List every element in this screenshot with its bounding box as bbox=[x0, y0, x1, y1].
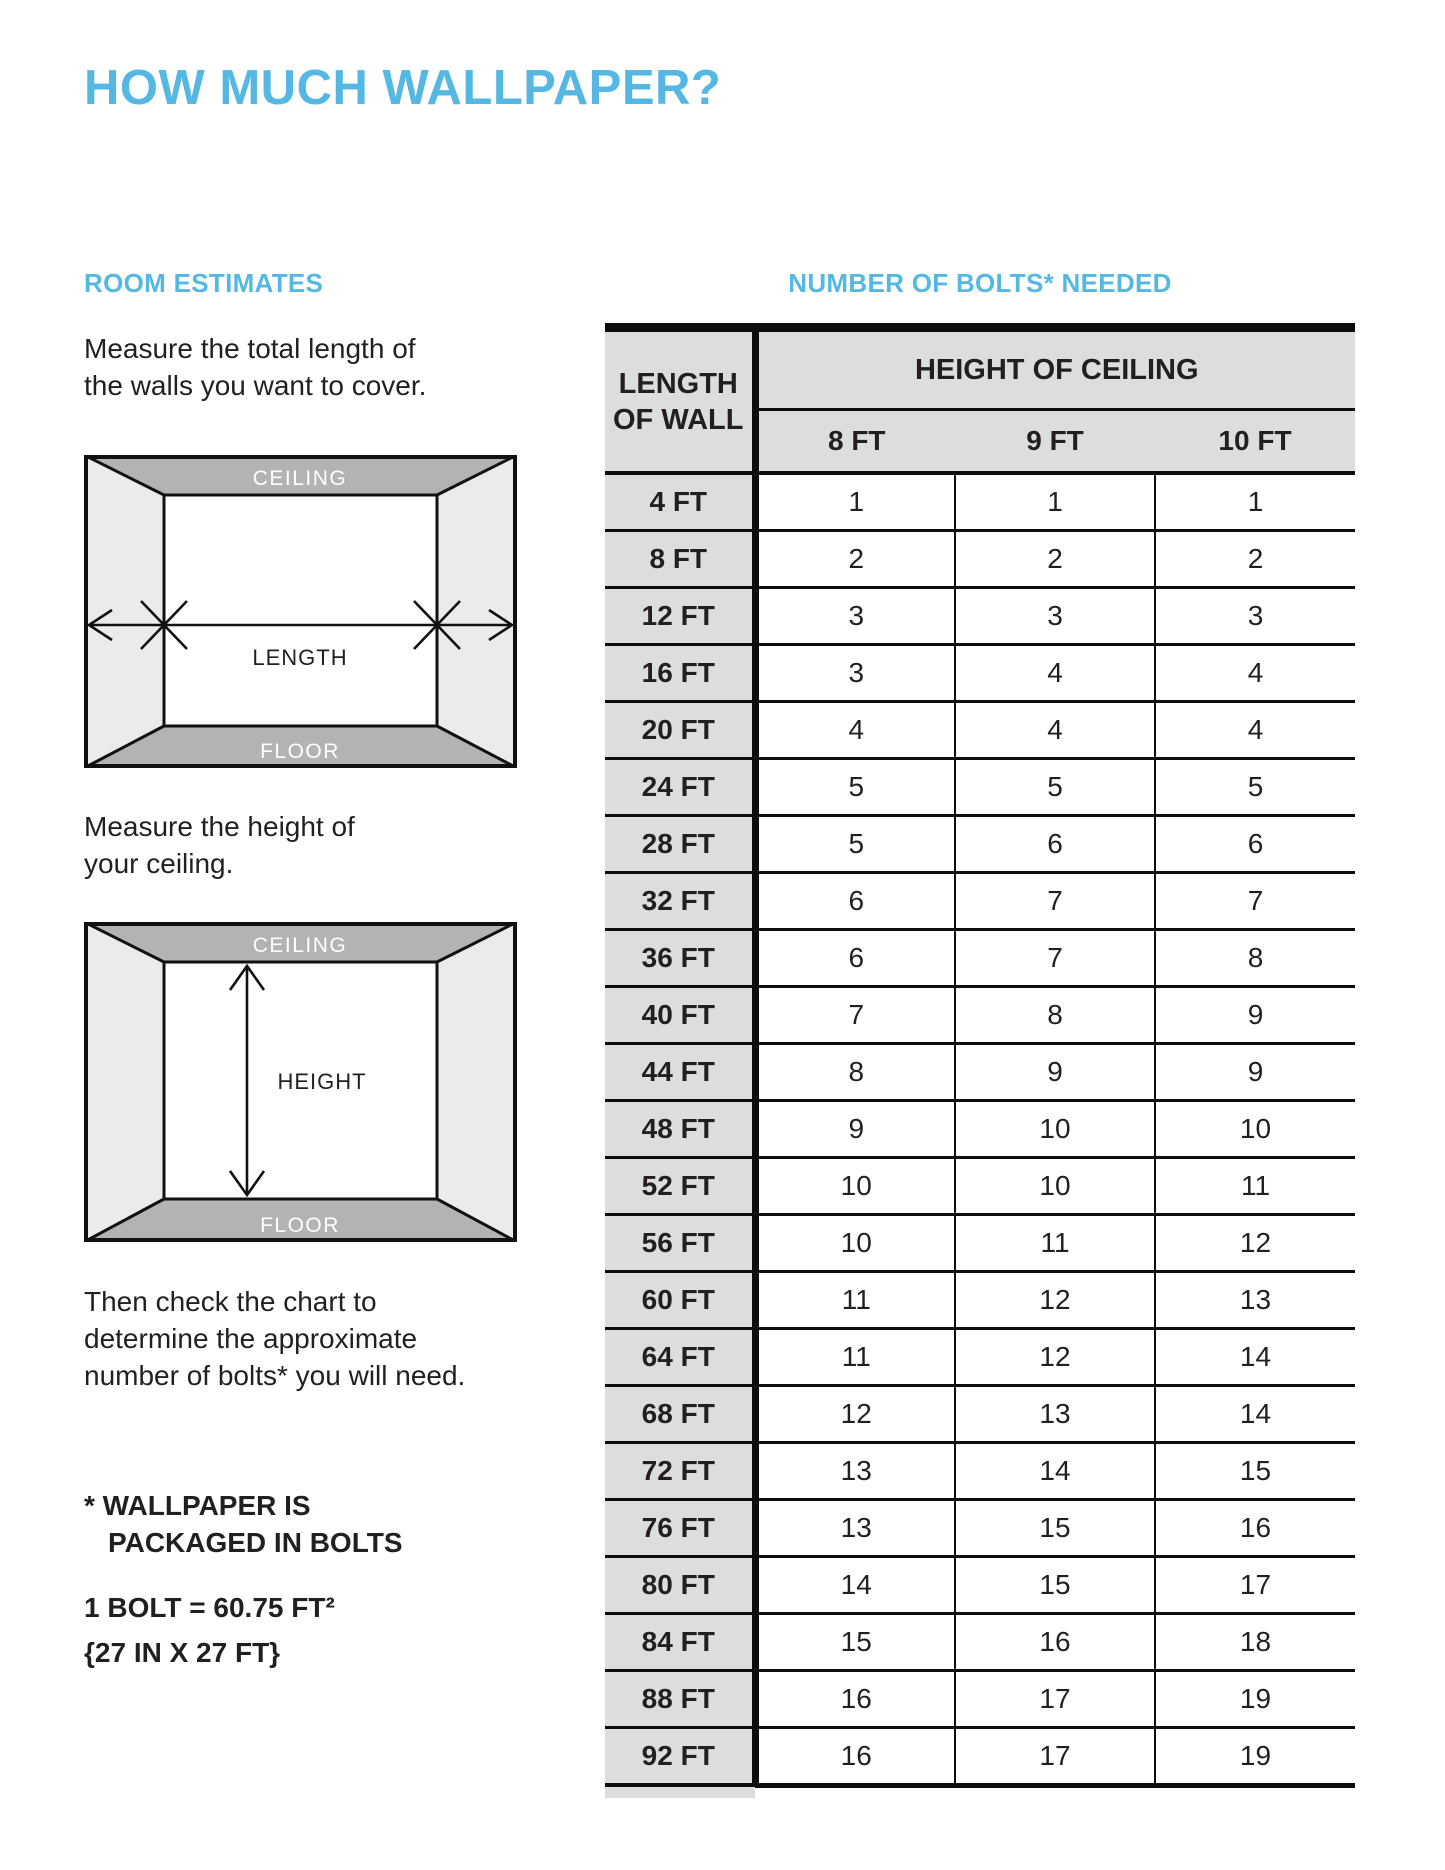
bolts-value-cell: 15 bbox=[955, 1557, 1155, 1614]
bolts-needed-table bbox=[605, 323, 1355, 1788]
bolts-value-cell: 17 bbox=[955, 1671, 1155, 1728]
bolts-value-cell: 10 bbox=[755, 1215, 955, 1272]
text-line: your ceiling. bbox=[84, 848, 234, 879]
text-line: Measure the total length of bbox=[84, 333, 416, 364]
bolts-value-cell: 9 bbox=[755, 1101, 955, 1158]
right-wall-surface bbox=[437, 922, 517, 1242]
bolts-value-cell: 1 bbox=[1155, 473, 1355, 531]
bolts-needed-heading: NUMBER OF BOLTS* NEEDED bbox=[788, 268, 1172, 298]
bolts-value-cell: 9 bbox=[1155, 987, 1355, 1044]
text-line: 1 BOLT = 60.75 FT² bbox=[84, 1592, 335, 1623]
height-label: HEIGHT bbox=[277, 1069, 367, 1094]
bolts-value-cell: 3 bbox=[755, 645, 955, 702]
column-header: 8 FT bbox=[755, 410, 955, 474]
bolts-value-cell: 18 bbox=[1155, 1614, 1355, 1671]
column-header: 9 FT bbox=[955, 410, 1155, 474]
bolts-value-cell: 4 bbox=[955, 645, 1155, 702]
table-row bbox=[605, 987, 1355, 1044]
wall-length-cell: 24 FT bbox=[605, 759, 755, 816]
table-header-row bbox=[605, 328, 1355, 410]
bolts-value-cell: 9 bbox=[1155, 1044, 1355, 1101]
wall-length-cell: 8 FT bbox=[605, 531, 755, 588]
bolt-size-info bbox=[84, 1585, 335, 1675]
room-estimates-heading: ROOM ESTIMATES bbox=[84, 268, 324, 298]
text-line: determine the approximate bbox=[84, 1323, 418, 1354]
table-row bbox=[605, 930, 1355, 987]
wall-length-cell: 20 FT bbox=[605, 702, 755, 759]
bolts-value-cell: 13 bbox=[955, 1386, 1155, 1443]
instruction-measure-height bbox=[84, 808, 355, 882]
floor-label: FLOOR bbox=[260, 1214, 340, 1237]
wall-length-cell: 16 FT bbox=[605, 645, 755, 702]
left-wall-surface bbox=[84, 922, 164, 1242]
length-of-wall-header: LENGTH OF WALL bbox=[605, 328, 755, 474]
text-line: Measure the height of bbox=[84, 811, 355, 842]
wall-length-cell: 88 FT bbox=[605, 1671, 755, 1728]
wall-length-cell: 12 FT bbox=[605, 588, 755, 645]
wall-length-cell: 84 FT bbox=[605, 1614, 755, 1671]
floor-label: FLOOR bbox=[260, 740, 340, 763]
table-row bbox=[605, 1101, 1355, 1158]
bolts-value-cell: 7 bbox=[955, 930, 1155, 987]
bolts-value-cell: 11 bbox=[755, 1272, 955, 1329]
bolts-value-cell: 16 bbox=[755, 1671, 955, 1728]
wall-length-cell: 48 FT bbox=[605, 1101, 755, 1158]
column-header: 10 FT bbox=[1155, 410, 1355, 474]
bolts-value-cell: 2 bbox=[1155, 531, 1355, 588]
bolts-value-cell: 12 bbox=[1155, 1215, 1355, 1272]
table-row bbox=[605, 816, 1355, 873]
room-height-diagram bbox=[84, 922, 517, 1247]
wall-length-cell: 72 FT bbox=[605, 1443, 755, 1500]
wall-length-cell: 32 FT bbox=[605, 873, 755, 930]
back-wall bbox=[164, 495, 437, 726]
bolts-value-cell: 5 bbox=[955, 759, 1155, 816]
bolts-value-cell: 16 bbox=[955, 1614, 1155, 1671]
bolts-value-cell: 11 bbox=[955, 1215, 1155, 1272]
bolts-value-cell: 14 bbox=[755, 1557, 955, 1614]
bolts-value-cell: 7 bbox=[755, 987, 955, 1044]
table-row bbox=[605, 645, 1355, 702]
bolts-value-cell: 14 bbox=[1155, 1386, 1355, 1443]
bolts-value-cell: 11 bbox=[1155, 1158, 1355, 1215]
bolts-value-cell: 5 bbox=[755, 816, 955, 873]
table-row bbox=[605, 873, 1355, 930]
bolts-value-cell: 2 bbox=[755, 531, 955, 588]
table-row bbox=[605, 1614, 1355, 1671]
wall-length-cell: 52 FT bbox=[605, 1158, 755, 1215]
bolts-value-cell: 1 bbox=[755, 473, 955, 531]
wallpaper-bolts-footnote bbox=[84, 1487, 403, 1561]
bolts-value-cell: 3 bbox=[955, 588, 1155, 645]
wall-length-cell: 40 FT bbox=[605, 987, 755, 1044]
table-row bbox=[605, 1671, 1355, 1728]
bolts-value-cell: 10 bbox=[1155, 1101, 1355, 1158]
table-row bbox=[605, 588, 1355, 645]
table-row bbox=[605, 759, 1355, 816]
bolts-value-cell: 6 bbox=[755, 930, 955, 987]
wall-length-cell: 44 FT bbox=[605, 1044, 755, 1101]
bolts-value-cell: 10 bbox=[955, 1158, 1155, 1215]
text-line: Then check the chart to bbox=[84, 1286, 377, 1317]
bolts-value-cell: 13 bbox=[755, 1500, 955, 1557]
bolts-value-cell: 16 bbox=[1155, 1500, 1355, 1557]
table-row bbox=[605, 473, 1355, 531]
wall-length-cell: 92 FT bbox=[605, 1728, 755, 1786]
table-row bbox=[605, 1386, 1355, 1443]
text-line: number of bolts* you will need. bbox=[84, 1360, 466, 1391]
instruction-measure-length bbox=[84, 330, 426, 404]
room-height-diagram-svg bbox=[84, 922, 517, 1242]
bolts-value-cell: 19 bbox=[1155, 1671, 1355, 1728]
bolts-value-cell: 4 bbox=[1155, 645, 1355, 702]
bolts-value-cell: 8 bbox=[955, 987, 1155, 1044]
bolts-value-cell: 7 bbox=[1155, 873, 1355, 930]
wall-length-cell: 56 FT bbox=[605, 1215, 755, 1272]
bolts-value-cell: 1 bbox=[955, 473, 1155, 531]
wall-length-cell: 76 FT bbox=[605, 1500, 755, 1557]
room-length-diagram bbox=[84, 455, 517, 773]
table-row bbox=[605, 1044, 1355, 1101]
bolts-value-cell: 3 bbox=[755, 588, 955, 645]
bolts-value-cell: 8 bbox=[1155, 930, 1355, 987]
table-row bbox=[605, 1215, 1355, 1272]
bolts-value-cell: 15 bbox=[755, 1614, 955, 1671]
page-title: HOW MUCH WALLPAPER? bbox=[84, 61, 722, 115]
text-line: PACKAGED IN BOLTS bbox=[108, 1527, 403, 1558]
bolts-value-cell: 10 bbox=[755, 1158, 955, 1215]
wall-length-cell: 36 FT bbox=[605, 930, 755, 987]
bolts-value-cell: 4 bbox=[1155, 702, 1355, 759]
bolts-value-cell: 3 bbox=[1155, 588, 1355, 645]
bolts-value-cell: 13 bbox=[1155, 1272, 1355, 1329]
bolts-value-cell: 9 bbox=[955, 1044, 1155, 1101]
bolts-value-cell: 14 bbox=[1155, 1329, 1355, 1386]
table-row bbox=[605, 1272, 1355, 1329]
bolts-value-cell: 7 bbox=[955, 873, 1155, 930]
bolts-value-cell: 5 bbox=[1155, 759, 1355, 816]
table-footer-tab bbox=[605, 1787, 755, 1798]
bolts-value-cell: 4 bbox=[755, 702, 955, 759]
bolts-value-cell: 10 bbox=[955, 1101, 1155, 1158]
bolts-value-cell: 13 bbox=[755, 1443, 955, 1500]
bolts-value-cell: 2 bbox=[955, 531, 1155, 588]
bolts-value-cell: 15 bbox=[1155, 1443, 1355, 1500]
bolts-value-cell: 8 bbox=[755, 1044, 955, 1101]
wall-length-cell: 80 FT bbox=[605, 1557, 755, 1614]
bolts-value-cell: 6 bbox=[1155, 816, 1355, 873]
bolts-value-cell: 12 bbox=[955, 1329, 1155, 1386]
bolts-value-cell: 6 bbox=[755, 873, 955, 930]
height-of-ceiling-header: HEIGHT OF CEILING bbox=[755, 328, 1355, 410]
table-row bbox=[605, 1728, 1355, 1786]
table-row bbox=[605, 1443, 1355, 1500]
table-body bbox=[605, 473, 1355, 1786]
bolts-value-cell: 16 bbox=[755, 1728, 955, 1786]
bolts-value-cell: 5 bbox=[755, 759, 955, 816]
bolts-value-cell: 15 bbox=[955, 1500, 1155, 1557]
wall-length-cell: 4 FT bbox=[605, 473, 755, 531]
ceiling-label: CEILING bbox=[252, 467, 348, 490]
ceiling-label: CEILING bbox=[252, 934, 348, 957]
wall-length-cell: 28 FT bbox=[605, 816, 755, 873]
wall-length-cell: 68 FT bbox=[605, 1386, 755, 1443]
table-row bbox=[605, 1500, 1355, 1557]
wall-length-cell: 60 FT bbox=[605, 1272, 755, 1329]
text-line: * WALLPAPER IS bbox=[84, 1490, 311, 1521]
bolts-value-cell: 4 bbox=[955, 702, 1155, 759]
text-line: the walls you want to cover. bbox=[84, 370, 427, 401]
text-line: {27 IN X 27 FT} bbox=[84, 1637, 281, 1668]
bolts-value-cell: 17 bbox=[1155, 1557, 1355, 1614]
table-row bbox=[605, 1329, 1355, 1386]
table-row bbox=[605, 702, 1355, 759]
bolts-value-cell: 14 bbox=[955, 1443, 1155, 1500]
instruction-check-chart bbox=[84, 1283, 465, 1394]
table-row bbox=[605, 531, 1355, 588]
length-label: LENGTH bbox=[252, 645, 348, 670]
table-row bbox=[605, 1158, 1355, 1215]
wall-length-cell: 64 FT bbox=[605, 1329, 755, 1386]
bolts-value-cell: 11 bbox=[755, 1329, 955, 1386]
bolts-value-cell: 12 bbox=[955, 1272, 1155, 1329]
bolts-value-cell: 12 bbox=[755, 1386, 955, 1443]
bolts-value-cell: 19 bbox=[1155, 1728, 1355, 1786]
bolts-value-cell: 6 bbox=[955, 816, 1155, 873]
table-row bbox=[605, 1557, 1355, 1614]
bolts-value-cell: 17 bbox=[955, 1728, 1155, 1786]
room-length-diagram-svg bbox=[84, 455, 517, 768]
